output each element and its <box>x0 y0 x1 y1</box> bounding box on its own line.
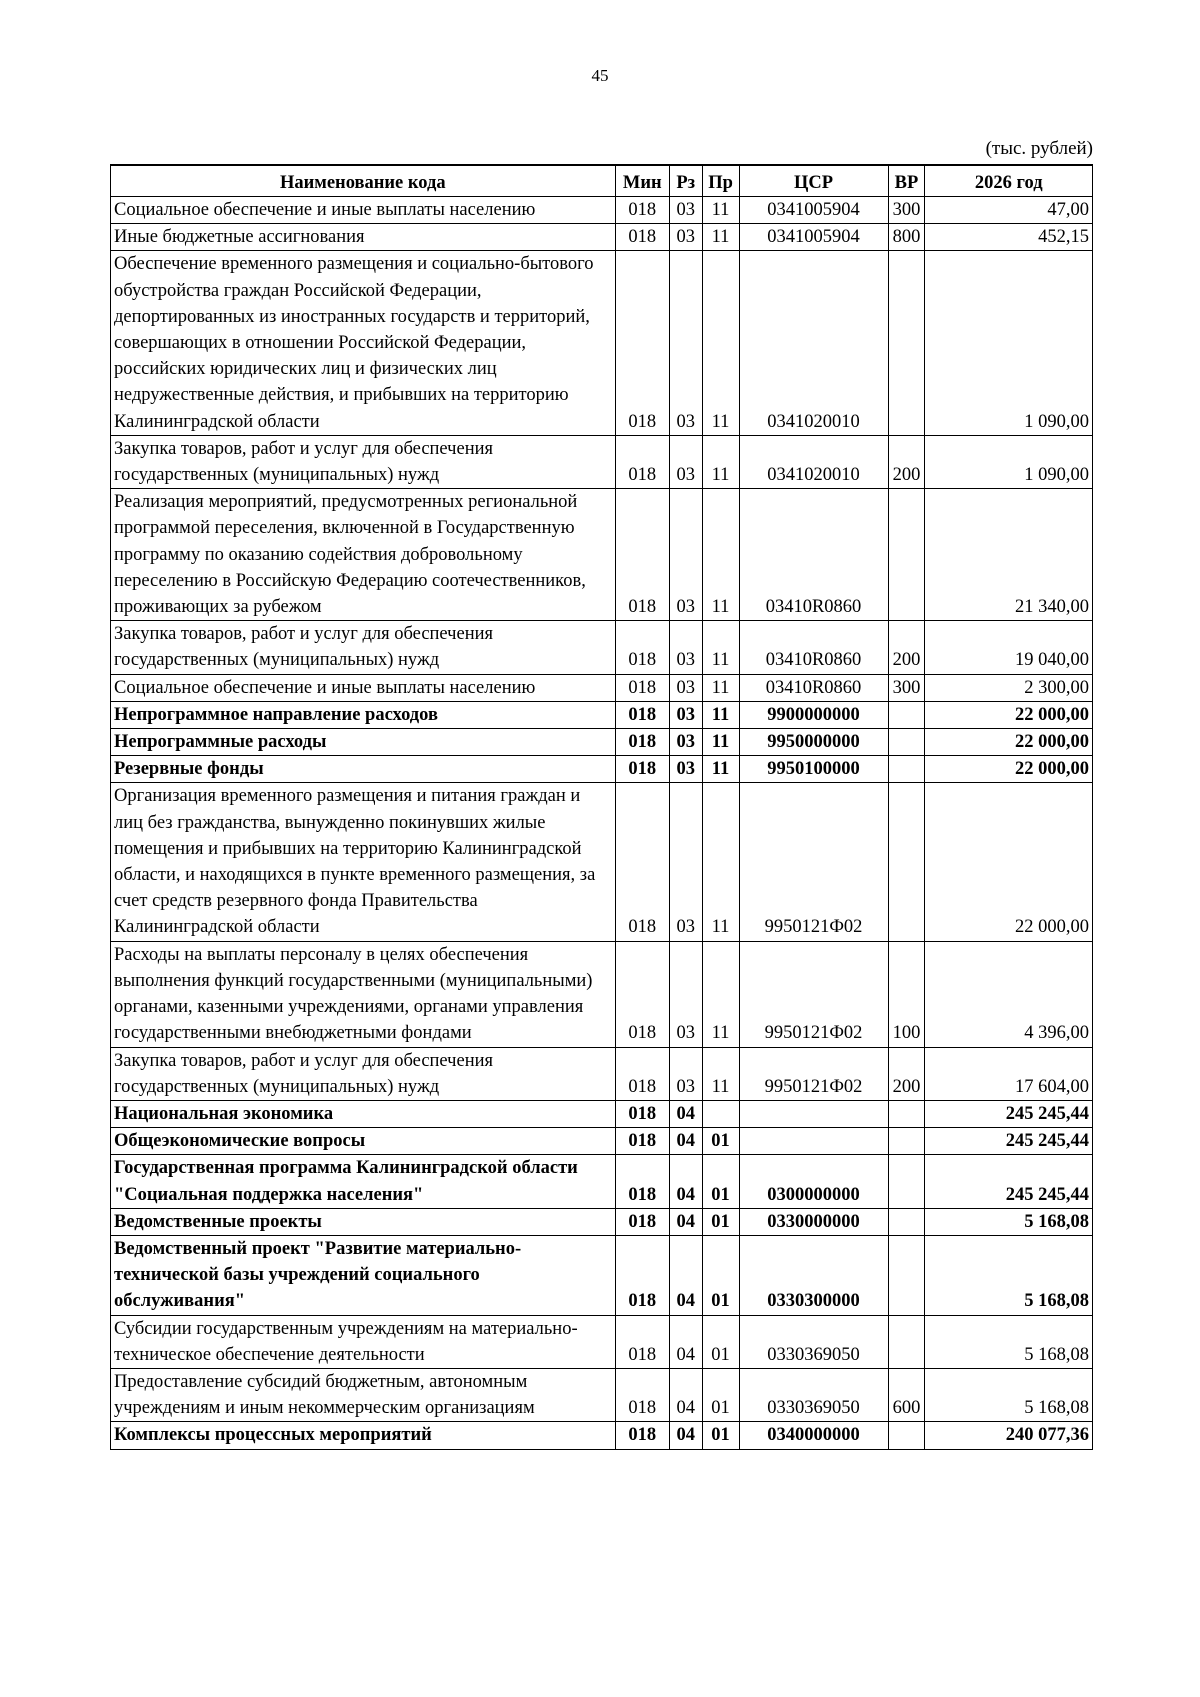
cell-sum: 2 300,00 <box>925 674 1093 701</box>
cell-csr: 0340000000 <box>739 1422 888 1449</box>
cell-pr: 01 <box>702 1208 739 1235</box>
cell-name: Ведомственные проекты <box>111 1208 616 1235</box>
cell-rz: 03 <box>669 783 702 941</box>
header-rz: Рз <box>669 165 702 197</box>
cell-name: Социальное обеспечение и иные выплаты населению <box>111 197 616 224</box>
budget-table <box>110 164 1093 1450</box>
table-row <box>111 1422 1093 1449</box>
table-row <box>111 729 1093 756</box>
cell-rz: 04 <box>669 1315 702 1368</box>
cell-sum: 47,00 <box>925 197 1093 224</box>
cell-rz: 04 <box>669 1155 702 1208</box>
cell-rz: 04 <box>669 1100 702 1127</box>
cell-sum: 245 245,44 <box>925 1100 1093 1127</box>
cell-csr: 9950121Ф02 <box>739 941 888 1047</box>
cell-name: Организация временного размещения и питания граждан и лиц без гражданства, вынужденно покинувших жилые помещения и прибывших на территорию Калининградской области, и находящихся в пункте временного размещения, за счет средств резервного фонда Правительства Калининградской области <box>111 783 616 941</box>
cell-pr: 01 <box>702 1128 739 1155</box>
cell-min: 018 <box>615 1315 669 1368</box>
cell-sum: 5 168,08 <box>925 1208 1093 1235</box>
cell-pr: 11 <box>702 756 739 783</box>
header-min: Мин <box>615 165 669 197</box>
cell-csr: 0300000000 <box>739 1155 888 1208</box>
cell-csr: 03410R0860 <box>739 621 888 674</box>
table-row <box>111 1047 1093 1100</box>
cell-csr: 0330300000 <box>739 1235 888 1315</box>
cell-vr: 800 <box>888 224 925 251</box>
header-sum: 2026 год <box>925 165 1093 197</box>
cell-csr: 9950100000 <box>739 756 888 783</box>
cell-pr: 01 <box>702 1315 739 1368</box>
cell-vr <box>888 1128 925 1155</box>
cell-name: Реализация мероприятий, предусмотренных региональной программой переселения, включенной в Государственную программу по оказанию содействия добровольному переселению в Российскую Федерацию соотечественников, проживающих за рубежом <box>111 489 616 621</box>
cell-csr: 0341020010 <box>739 251 888 435</box>
table-row <box>111 1235 1093 1315</box>
cell-csr: 0341005904 <box>739 224 888 251</box>
cell-pr: 11 <box>702 251 739 435</box>
cell-name: Закупка товаров, работ и услуг для обеспечения государственных (муниципальных) нужд <box>111 1047 616 1100</box>
cell-csr <box>739 1128 888 1155</box>
cell-min: 018 <box>615 1208 669 1235</box>
cell-csr: 0330369050 <box>739 1315 888 1368</box>
table-row <box>111 1128 1093 1155</box>
cell-min: 018 <box>615 1235 669 1315</box>
cell-pr: 11 <box>702 621 739 674</box>
cell-sum: 22 000,00 <box>925 756 1093 783</box>
cell-sum: 22 000,00 <box>925 701 1093 728</box>
cell-vr <box>888 1235 925 1315</box>
cell-name: Расходы на выплаты персоналу в целях обеспечения выполнения функций государственными (муниципальными) органами, казенными учреждениями, органами управления государственными внебюджетными фондами <box>111 941 616 1047</box>
cell-name: Закупка товаров, работ и услуг для обеспечения государственных (муниципальных) нужд <box>111 435 616 488</box>
cell-name: Непрограммное направление расходов <box>111 701 616 728</box>
page-number: 45 <box>591 66 609 85</box>
cell-min: 018 <box>615 1128 669 1155</box>
cell-sum: 245 245,44 <box>925 1128 1093 1155</box>
cell-name: Общеэкономические вопросы <box>111 1128 616 1155</box>
cell-vr <box>888 1208 925 1235</box>
cell-csr: 0341020010 <box>739 435 888 488</box>
cell-name: Закупка товаров, работ и услуг для обеспечения государственных (муниципальных) нужд <box>111 621 616 674</box>
cell-pr: 11 <box>702 783 739 941</box>
table-row <box>111 197 1093 224</box>
table-row <box>111 621 1093 674</box>
cell-csr: 0341005904 <box>739 197 888 224</box>
cell-pr: 11 <box>702 435 739 488</box>
table-row <box>111 1315 1093 1368</box>
cell-rz: 03 <box>669 756 702 783</box>
table-row <box>111 1208 1093 1235</box>
table-header-row <box>111 165 1093 197</box>
cell-pr: 11 <box>702 224 739 251</box>
cell-sum: 1 090,00 <box>925 435 1093 488</box>
cell-sum: 240 077,36 <box>925 1422 1093 1449</box>
cell-min: 018 <box>615 1100 669 1127</box>
cell-name: Резервные фонды <box>111 756 616 783</box>
cell-rz: 04 <box>669 1422 702 1449</box>
cell-pr: 11 <box>702 941 739 1047</box>
cell-vr <box>888 756 925 783</box>
table-row <box>111 701 1093 728</box>
table-row <box>111 674 1093 701</box>
cell-rz: 04 <box>669 1208 702 1235</box>
cell-min: 018 <box>615 1155 669 1208</box>
cell-vr: 200 <box>888 621 925 674</box>
cell-vr: 200 <box>888 435 925 488</box>
cell-name: Комплексы процессных мероприятий <box>111 1422 616 1449</box>
cell-pr: 11 <box>702 489 739 621</box>
cell-name: Непрограммные расходы <box>111 729 616 756</box>
cell-vr: 300 <box>888 674 925 701</box>
cell-min: 018 <box>615 701 669 728</box>
cell-csr <box>739 1100 888 1127</box>
cell-vr: 100 <box>888 941 925 1047</box>
cell-sum: 245 245,44 <box>925 1155 1093 1208</box>
table-row <box>111 435 1093 488</box>
cell-rz: 03 <box>669 489 702 621</box>
cell-rz: 04 <box>669 1235 702 1315</box>
cell-csr: 9950121Ф02 <box>739 1047 888 1100</box>
cell-pr: 11 <box>702 1047 739 1100</box>
cell-rz: 03 <box>669 941 702 1047</box>
cell-vr <box>888 1315 925 1368</box>
table-row <box>111 489 1093 621</box>
cell-name: Ведомственный проект "Развитие материально-технической базы учреждений социального обслуживания" <box>111 1235 616 1315</box>
cell-sum: 19 040,00 <box>925 621 1093 674</box>
cell-vr <box>888 729 925 756</box>
cell-vr <box>888 701 925 728</box>
cell-name: Национальная экономика <box>111 1100 616 1127</box>
cell-sum: 5 168,08 <box>925 1368 1093 1421</box>
cell-min: 018 <box>615 729 669 756</box>
cell-rz: 04 <box>669 1368 702 1421</box>
units-label: (тыс. рублей) <box>985 138 1093 159</box>
cell-sum: 22 000,00 <box>925 783 1093 941</box>
cell-csr: 0330369050 <box>739 1368 888 1421</box>
cell-vr <box>888 1100 925 1127</box>
cell-min: 018 <box>615 1368 669 1421</box>
table-row <box>111 1100 1093 1127</box>
cell-csr: 0330000000 <box>739 1208 888 1235</box>
header-name: Наименование кода <box>111 165 616 197</box>
table-row <box>111 224 1093 251</box>
cell-min: 018 <box>615 197 669 224</box>
cell-pr: 11 <box>702 197 739 224</box>
header-vr: ВР <box>888 165 925 197</box>
cell-name: Предоставление субсидий бюджетным, автономным учреждениям и иным некоммерческим организациям <box>111 1368 616 1421</box>
cell-vr: 300 <box>888 197 925 224</box>
cell-rz: 03 <box>669 435 702 488</box>
table-row <box>111 756 1093 783</box>
cell-sum: 17 604,00 <box>925 1047 1093 1100</box>
cell-name: Иные бюджетные ассигнования <box>111 224 616 251</box>
cell-pr: 01 <box>702 1235 739 1315</box>
cell-rz: 03 <box>669 251 702 435</box>
cell-rz: 04 <box>669 1128 702 1155</box>
table-row <box>111 1368 1093 1421</box>
cell-sum: 22 000,00 <box>925 729 1093 756</box>
cell-pr: 11 <box>702 701 739 728</box>
cell-csr: 03410R0860 <box>739 674 888 701</box>
cell-sum: 452,15 <box>925 224 1093 251</box>
cell-pr: 01 <box>702 1368 739 1421</box>
cell-csr: 9950000000 <box>739 729 888 756</box>
cell-vr <box>888 489 925 621</box>
cell-min: 018 <box>615 224 669 251</box>
cell-vr <box>888 783 925 941</box>
cell-rz: 03 <box>669 1047 702 1100</box>
cell-name: Государственная программа Калининградской области "Социальная поддержка населения" <box>111 1155 616 1208</box>
table-row <box>111 783 1093 941</box>
cell-name: Социальное обеспечение и иные выплаты населению <box>111 674 616 701</box>
cell-sum: 5 168,08 <box>925 1315 1093 1368</box>
cell-sum: 5 168,08 <box>925 1235 1093 1315</box>
cell-csr: 9900000000 <box>739 701 888 728</box>
cell-vr <box>888 1422 925 1449</box>
cell-pr: 11 <box>702 729 739 756</box>
cell-pr <box>702 1100 739 1127</box>
cell-name: Обеспечение временного размещения и социально-бытового обустройства граждан Российской Федерации, депортированных из иностранных государств и территорий, совершающих в отношении Российской Федерации, российских юридических лиц и физических лиц недружественные действия, и прибывших на территорию Калининградской области <box>111 251 616 435</box>
cell-sum: 21 340,00 <box>925 489 1093 621</box>
cell-min: 018 <box>615 941 669 1047</box>
cell-min: 018 <box>615 1422 669 1449</box>
cell-pr: 01 <box>702 1155 739 1208</box>
cell-rz: 03 <box>669 701 702 728</box>
cell-pr: 11 <box>702 674 739 701</box>
cell-csr: 9950121Ф02 <box>739 783 888 941</box>
cell-vr: 600 <box>888 1368 925 1421</box>
cell-rz: 03 <box>669 674 702 701</box>
cell-sum: 1 090,00 <box>925 251 1093 435</box>
cell-rz: 03 <box>669 197 702 224</box>
cell-min: 018 <box>615 621 669 674</box>
cell-min: 018 <box>615 756 669 783</box>
header-pr: Пр <box>702 165 739 197</box>
table-row <box>111 941 1093 1047</box>
table-body <box>111 197 1093 1450</box>
cell-name: Субсидии государственным учреждениям на материально-техническое обеспечение деятельности <box>111 1315 616 1368</box>
cell-min: 018 <box>615 674 669 701</box>
cell-rz: 03 <box>669 224 702 251</box>
header-csr: ЦСР <box>739 165 888 197</box>
table-row <box>111 1155 1093 1208</box>
cell-min: 018 <box>615 435 669 488</box>
cell-vr: 200 <box>888 1047 925 1100</box>
cell-vr <box>888 251 925 435</box>
cell-min: 018 <box>615 251 669 435</box>
table-row <box>111 251 1093 435</box>
cell-pr: 01 <box>702 1422 739 1449</box>
cell-min: 018 <box>615 1047 669 1100</box>
cell-sum: 4 396,00 <box>925 941 1093 1047</box>
cell-rz: 03 <box>669 621 702 674</box>
cell-min: 018 <box>615 783 669 941</box>
cell-vr <box>888 1155 925 1208</box>
cell-csr: 03410R0860 <box>739 489 888 621</box>
cell-min: 018 <box>615 489 669 621</box>
cell-rz: 03 <box>669 729 702 756</box>
